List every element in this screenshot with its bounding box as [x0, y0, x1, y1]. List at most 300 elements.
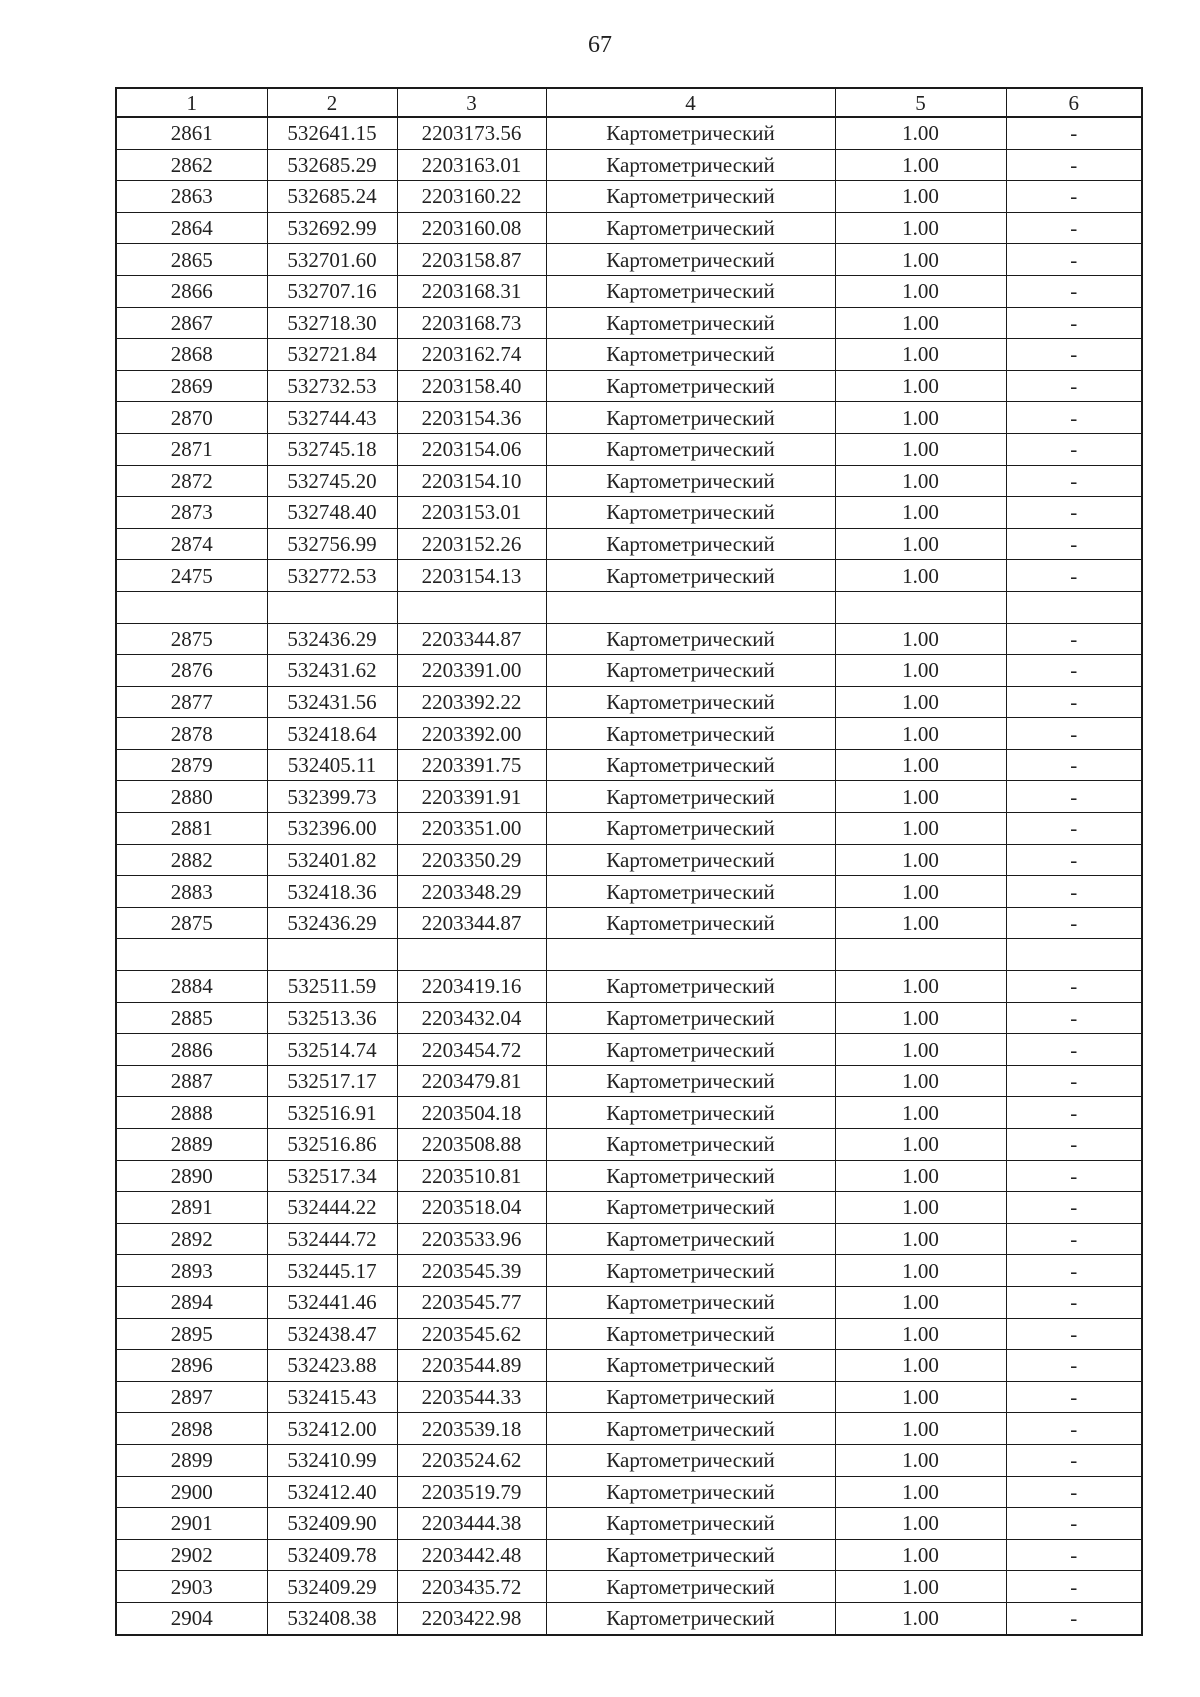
x-coordinate-cell: 532701.60: [267, 244, 397, 276]
note-cell: -: [1006, 1602, 1142, 1634]
point-number-cell: 2884: [116, 971, 267, 1003]
y-coordinate-cell: 2203160.08: [397, 212, 546, 244]
note-cell: -: [1006, 1381, 1142, 1413]
table-row: [116, 339, 1142, 371]
accuracy-cell: [835, 939, 1006, 971]
x-coordinate-cell: 532396.00: [267, 813, 397, 845]
separator-row: [116, 591, 1142, 623]
accuracy-cell: 1.00: [835, 212, 1006, 244]
point-number-cell: 2881: [116, 813, 267, 845]
y-coordinate-cell: 2203533.96: [397, 1223, 546, 1255]
accuracy-cell: 1.00: [835, 1476, 1006, 1508]
method-cell: Картометрический: [546, 1160, 835, 1192]
method-cell: Картометрический: [546, 686, 835, 718]
x-coordinate-cell: 532418.36: [267, 876, 397, 908]
point-number-cell: 2887: [116, 1065, 267, 1097]
point-number-cell: 2876: [116, 655, 267, 687]
point-number-cell: 2877: [116, 686, 267, 718]
table-row: [116, 813, 1142, 845]
y-coordinate-cell: 2203391.91: [397, 781, 546, 813]
accuracy-cell: 1.00: [835, 971, 1006, 1003]
note-cell: -: [1006, 560, 1142, 592]
point-number-cell: 2872: [116, 465, 267, 497]
point-number-cell: 2889: [116, 1129, 267, 1161]
note-cell: -: [1006, 1097, 1142, 1129]
table-row: [116, 212, 1142, 244]
method-cell: Картометрический: [546, 433, 835, 465]
method-cell: Картометрический: [546, 275, 835, 307]
x-coordinate-cell: 532516.91: [267, 1097, 397, 1129]
table-row: [116, 1381, 1142, 1413]
x-coordinate-cell: 532721.84: [267, 339, 397, 371]
y-coordinate-cell: 2203154.06: [397, 433, 546, 465]
table-header: [116, 88, 1142, 117]
point-number-cell: 2875: [116, 623, 267, 655]
accuracy-cell: 1.00: [835, 433, 1006, 465]
y-coordinate-cell: 2203454.72: [397, 1034, 546, 1066]
table-row: [116, 181, 1142, 213]
accuracy-cell: 1.00: [835, 528, 1006, 560]
method-cell: Картометрический: [546, 971, 835, 1003]
x-coordinate-cell: 532707.16: [267, 275, 397, 307]
x-coordinate-cell: 532444.72: [267, 1223, 397, 1255]
accuracy-cell: 1.00: [835, 749, 1006, 781]
x-coordinate-cell: 532692.99: [267, 212, 397, 244]
point-number-cell: 2875: [116, 907, 267, 939]
note-cell: -: [1006, 844, 1142, 876]
note-cell: -: [1006, 497, 1142, 529]
point-number-cell: 2897: [116, 1381, 267, 1413]
point-number-cell: 2879: [116, 749, 267, 781]
x-coordinate-cell: 532415.43: [267, 1381, 397, 1413]
note-cell: -: [1006, 149, 1142, 181]
note-cell: -: [1006, 1350, 1142, 1382]
note-cell: -: [1006, 1539, 1142, 1571]
table-row: [116, 844, 1142, 876]
point-number-cell: 2868: [116, 339, 267, 371]
accuracy-cell: 1.00: [835, 1192, 1006, 1224]
method-cell: Картометрический: [546, 1097, 835, 1129]
table-row: [116, 117, 1142, 149]
table-row: [116, 1508, 1142, 1540]
accuracy-cell: 1.00: [835, 1034, 1006, 1066]
y-coordinate-cell: 2203435.72: [397, 1571, 546, 1603]
accuracy-cell: 1.00: [835, 1508, 1006, 1540]
point-number-cell: 2893: [116, 1255, 267, 1287]
x-coordinate-cell: 532444.22: [267, 1192, 397, 1224]
point-number-cell: 2880: [116, 781, 267, 813]
accuracy-cell: 1.00: [835, 1413, 1006, 1445]
x-coordinate-cell: 532517.17: [267, 1065, 397, 1097]
table-row: [116, 876, 1142, 908]
x-coordinate-cell: 532517.34: [267, 1160, 397, 1192]
point-number-cell: 2883: [116, 876, 267, 908]
y-coordinate-cell: 2203348.29: [397, 876, 546, 908]
note-cell: -: [1006, 623, 1142, 655]
y-coordinate-cell: 2203518.04: [397, 1192, 546, 1224]
table-row: [116, 623, 1142, 655]
note-cell: -: [1006, 781, 1142, 813]
method-cell: [546, 591, 835, 623]
table-row: [116, 1034, 1142, 1066]
y-coordinate-cell: 2203419.16: [397, 971, 546, 1003]
method-cell: Картометрический: [546, 1255, 835, 1287]
note-cell: -: [1006, 1476, 1142, 1508]
method-cell: Картометрический: [546, 1476, 835, 1508]
table-row: [116, 971, 1142, 1003]
y-coordinate-cell: 2203545.77: [397, 1286, 546, 1318]
method-cell: Картометрический: [546, 1571, 835, 1603]
accuracy-cell: 1.00: [835, 181, 1006, 213]
accuracy-cell: 1.00: [835, 1318, 1006, 1350]
point-number-cell: 2888: [116, 1097, 267, 1129]
accuracy-cell: 1.00: [835, 1444, 1006, 1476]
method-cell: Картометрический: [546, 181, 835, 213]
accuracy-cell: 1.00: [835, 781, 1006, 813]
method-cell: Картометрический: [546, 402, 835, 434]
table-row: [116, 244, 1142, 276]
x-coordinate-cell: 532445.17: [267, 1255, 397, 1287]
table-row: [116, 1318, 1142, 1350]
y-coordinate-cell: 2203392.22: [397, 686, 546, 718]
accuracy-cell: 1.00: [835, 465, 1006, 497]
note-cell: -: [1006, 1223, 1142, 1255]
y-coordinate-cell: 2203173.56: [397, 117, 546, 149]
accuracy-cell: 1.00: [835, 844, 1006, 876]
note-cell: -: [1006, 402, 1142, 434]
accuracy-cell: 1.00: [835, 1571, 1006, 1603]
note-cell: -: [1006, 1508, 1142, 1540]
method-cell: Картометрический: [546, 718, 835, 750]
y-coordinate-cell: 2203442.48: [397, 1539, 546, 1571]
y-coordinate-cell: [397, 939, 546, 971]
point-number-cell: 2894: [116, 1286, 267, 1318]
table-row: [116, 1223, 1142, 1255]
note-cell: -: [1006, 1160, 1142, 1192]
y-coordinate-cell: 2203545.39: [397, 1255, 546, 1287]
table-row: [116, 433, 1142, 465]
column-header: 3: [397, 88, 546, 117]
column-header: 5: [835, 88, 1006, 117]
accuracy-cell: 1.00: [835, 1539, 1006, 1571]
table-row: [116, 1097, 1142, 1129]
point-number-cell: 2902: [116, 1539, 267, 1571]
y-coordinate-cell: 2203168.73: [397, 307, 546, 339]
point-number-cell: 2882: [116, 844, 267, 876]
table-row: [116, 465, 1142, 497]
note-cell: -: [1006, 718, 1142, 750]
point-number-cell: [116, 939, 267, 971]
y-coordinate-cell: [397, 591, 546, 623]
method-cell: Картометрический: [546, 781, 835, 813]
accuracy-cell: 1.00: [835, 497, 1006, 529]
method-cell: Картометрический: [546, 149, 835, 181]
accuracy-cell: 1.00: [835, 1381, 1006, 1413]
method-cell: Картометрический: [546, 528, 835, 560]
y-coordinate-cell: 2203539.18: [397, 1413, 546, 1445]
x-coordinate-cell: 532399.73: [267, 781, 397, 813]
point-number-cell: 2892: [116, 1223, 267, 1255]
note-cell: -: [1006, 1129, 1142, 1161]
x-coordinate-cell: 532685.24: [267, 181, 397, 213]
method-cell: Картометрический: [546, 307, 835, 339]
point-number-cell: 2886: [116, 1034, 267, 1066]
method-cell: Картометрический: [546, 844, 835, 876]
note-cell: [1006, 591, 1142, 623]
accuracy-cell: 1.00: [835, 1065, 1006, 1097]
point-number-cell: [116, 591, 267, 623]
note-cell: -: [1006, 1444, 1142, 1476]
point-number-cell: 2870: [116, 402, 267, 434]
x-coordinate-cell: 532516.86: [267, 1129, 397, 1161]
method-cell: Картометрический: [546, 1002, 835, 1034]
table-row: [116, 686, 1142, 718]
point-number-cell: 2901: [116, 1508, 267, 1540]
x-coordinate-cell: 532408.38: [267, 1602, 397, 1634]
table-row: [116, 1539, 1142, 1571]
note-cell: -: [1006, 244, 1142, 276]
y-coordinate-cell: 2203444.38: [397, 1508, 546, 1540]
method-cell: Картометрический: [546, 655, 835, 687]
y-coordinate-cell: 2203350.29: [397, 844, 546, 876]
y-coordinate-cell: 2203158.87: [397, 244, 546, 276]
y-coordinate-cell: 2203344.87: [397, 623, 546, 655]
coordinates-table: [115, 87, 1143, 1636]
point-number-cell: 2475: [116, 560, 267, 592]
y-coordinate-cell: 2203391.00: [397, 655, 546, 687]
y-coordinate-cell: 2203158.40: [397, 370, 546, 402]
note-cell: -: [1006, 686, 1142, 718]
accuracy-cell: 1.00: [835, 1097, 1006, 1129]
x-coordinate-cell: 532744.43: [267, 402, 397, 434]
accuracy-cell: [835, 591, 1006, 623]
x-coordinate-cell: 532772.53: [267, 560, 397, 592]
table-row: [116, 781, 1142, 813]
y-coordinate-cell: 2203162.74: [397, 339, 546, 371]
method-cell: Картометрический: [546, 1318, 835, 1350]
y-coordinate-cell: 2203160.22: [397, 181, 546, 213]
note-cell: -: [1006, 655, 1142, 687]
point-number-cell: 2899: [116, 1444, 267, 1476]
x-coordinate-cell: 532685.29: [267, 149, 397, 181]
table-row: [116, 1571, 1142, 1603]
y-coordinate-cell: 2203154.36: [397, 402, 546, 434]
note-cell: -: [1006, 971, 1142, 1003]
x-coordinate-cell: 532431.62: [267, 655, 397, 687]
table-row: [116, 1602, 1142, 1634]
x-coordinate-cell: 532441.46: [267, 1286, 397, 1318]
accuracy-cell: 1.00: [835, 1602, 1006, 1634]
point-number-cell: 2861: [116, 117, 267, 149]
table-row: [116, 1286, 1142, 1318]
x-coordinate-cell: 532514.74: [267, 1034, 397, 1066]
method-cell: Картометрический: [546, 1381, 835, 1413]
note-cell: -: [1006, 813, 1142, 845]
x-coordinate-cell: 532745.20: [267, 465, 397, 497]
accuracy-cell: 1.00: [835, 686, 1006, 718]
x-coordinate-cell: 532641.15: [267, 117, 397, 149]
y-coordinate-cell: 2203392.00: [397, 718, 546, 750]
table-row: [116, 1192, 1142, 1224]
point-number-cell: 2862: [116, 149, 267, 181]
x-coordinate-cell: 532748.40: [267, 497, 397, 529]
note-cell: -: [1006, 1255, 1142, 1287]
method-cell: Картометрический: [546, 876, 835, 908]
table-row: [116, 149, 1142, 181]
x-coordinate-cell: 532409.90: [267, 1508, 397, 1540]
method-cell: Картометрический: [546, 1444, 835, 1476]
table-body: [116, 117, 1142, 1635]
y-coordinate-cell: 2203168.31: [397, 275, 546, 307]
table-row: [116, 275, 1142, 307]
table-row: [116, 1444, 1142, 1476]
point-number-cell: 2895: [116, 1318, 267, 1350]
accuracy-cell: 1.00: [835, 655, 1006, 687]
table-row: [116, 718, 1142, 750]
method-cell: Картометрический: [546, 1350, 835, 1382]
method-cell: Картометрический: [546, 244, 835, 276]
accuracy-cell: 1.00: [835, 370, 1006, 402]
note-cell: -: [1006, 181, 1142, 213]
x-coordinate-cell: 532438.47: [267, 1318, 397, 1350]
table-row: [116, 1160, 1142, 1192]
accuracy-cell: 1.00: [835, 560, 1006, 592]
method-cell: Картометрический: [546, 1192, 835, 1224]
x-coordinate-cell: 532401.82: [267, 844, 397, 876]
point-number-cell: 2903: [116, 1571, 267, 1603]
point-number-cell: 2904: [116, 1602, 267, 1634]
y-coordinate-cell: 2203391.75: [397, 749, 546, 781]
note-cell: -: [1006, 876, 1142, 908]
accuracy-cell: 1.00: [835, 402, 1006, 434]
x-coordinate-cell: 532745.18: [267, 433, 397, 465]
accuracy-cell: 1.00: [835, 149, 1006, 181]
point-number-cell: 2864: [116, 212, 267, 244]
accuracy-cell: 1.00: [835, 876, 1006, 908]
x-coordinate-cell: 532436.29: [267, 907, 397, 939]
note-cell: [1006, 939, 1142, 971]
method-cell: Картометрический: [546, 1413, 835, 1445]
y-coordinate-cell: 2203152.26: [397, 528, 546, 560]
point-number-cell: 2873: [116, 497, 267, 529]
y-coordinate-cell: 2203154.10: [397, 465, 546, 497]
x-coordinate-cell: 532431.56: [267, 686, 397, 718]
note-cell: -: [1006, 465, 1142, 497]
point-number-cell: 2878: [116, 718, 267, 750]
y-coordinate-cell: 2203344.87: [397, 907, 546, 939]
point-number-cell: 2869: [116, 370, 267, 402]
table-row: [116, 1255, 1142, 1287]
x-coordinate-cell: 532513.36: [267, 1002, 397, 1034]
y-coordinate-cell: 2203508.88: [397, 1129, 546, 1161]
x-coordinate-cell: 532412.40: [267, 1476, 397, 1508]
y-coordinate-cell: 2203351.00: [397, 813, 546, 845]
table-row: [116, 1476, 1142, 1508]
method-cell: Картометрический: [546, 117, 835, 149]
accuracy-cell: 1.00: [835, 907, 1006, 939]
y-coordinate-cell: 2203163.01: [397, 149, 546, 181]
method-cell: Картометрический: [546, 749, 835, 781]
y-coordinate-cell: 2203432.04: [397, 1002, 546, 1034]
table-row: [116, 749, 1142, 781]
x-coordinate-cell: 532423.88: [267, 1350, 397, 1382]
note-cell: -: [1006, 212, 1142, 244]
point-number-cell: 2891: [116, 1192, 267, 1224]
table-row: [116, 1002, 1142, 1034]
note-cell: -: [1006, 1413, 1142, 1445]
note-cell: -: [1006, 370, 1142, 402]
table-row: [116, 1350, 1142, 1382]
page-number: 67: [588, 32, 612, 58]
accuracy-cell: 1.00: [835, 117, 1006, 149]
x-coordinate-cell: 532412.00: [267, 1413, 397, 1445]
x-coordinate-cell: 532436.29: [267, 623, 397, 655]
accuracy-cell: 1.00: [835, 1255, 1006, 1287]
method-cell: Картометрический: [546, 1508, 835, 1540]
x-coordinate-cell: 532409.78: [267, 1539, 397, 1571]
point-number-cell: 2865: [116, 244, 267, 276]
table-row: [116, 1413, 1142, 1445]
method-cell: Картометрический: [546, 465, 835, 497]
x-coordinate-cell: 532418.64: [267, 718, 397, 750]
accuracy-cell: 1.00: [835, 244, 1006, 276]
point-number-cell: 2871: [116, 433, 267, 465]
y-coordinate-cell: 2203504.18: [397, 1097, 546, 1129]
note-cell: -: [1006, 1002, 1142, 1034]
note-cell: -: [1006, 1571, 1142, 1603]
column-header: 2: [267, 88, 397, 117]
method-cell: Картометрический: [546, 212, 835, 244]
method-cell: Картометрический: [546, 623, 835, 655]
point-number-cell: 2866: [116, 275, 267, 307]
note-cell: -: [1006, 1318, 1142, 1350]
y-coordinate-cell: 2203422.98: [397, 1602, 546, 1634]
point-number-cell: 2867: [116, 307, 267, 339]
separator-row: [116, 939, 1142, 971]
note-cell: -: [1006, 275, 1142, 307]
x-coordinate-cell: 532405.11: [267, 749, 397, 781]
accuracy-cell: 1.00: [835, 813, 1006, 845]
accuracy-cell: 1.00: [835, 1286, 1006, 1318]
x-coordinate-cell: [267, 591, 397, 623]
y-coordinate-cell: 2203519.79: [397, 1476, 546, 1508]
note-cell: -: [1006, 117, 1142, 149]
method-cell: Картометрический: [546, 339, 835, 371]
note-cell: -: [1006, 528, 1142, 560]
table-row: [116, 1065, 1142, 1097]
method-cell: Картометрический: [546, 497, 835, 529]
column-header: 6: [1006, 88, 1142, 117]
point-number-cell: 2896: [116, 1350, 267, 1382]
x-coordinate-cell: 532409.29: [267, 1571, 397, 1603]
method-cell: Картометрический: [546, 1539, 835, 1571]
x-coordinate-cell: 532718.30: [267, 307, 397, 339]
method-cell: Картометрический: [546, 560, 835, 592]
method-cell: Картометрический: [546, 1065, 835, 1097]
table-row: [116, 907, 1142, 939]
method-cell: Картометрический: [546, 1286, 835, 1318]
point-number-cell: 2898: [116, 1413, 267, 1445]
y-coordinate-cell: 2203479.81: [397, 1065, 546, 1097]
note-cell: -: [1006, 1065, 1142, 1097]
note-cell: -: [1006, 339, 1142, 371]
x-coordinate-cell: [267, 939, 397, 971]
table-row: [116, 497, 1142, 529]
accuracy-cell: 1.00: [835, 1160, 1006, 1192]
table-row: [116, 560, 1142, 592]
column-header: 1: [116, 88, 267, 117]
y-coordinate-cell: 2203544.33: [397, 1381, 546, 1413]
